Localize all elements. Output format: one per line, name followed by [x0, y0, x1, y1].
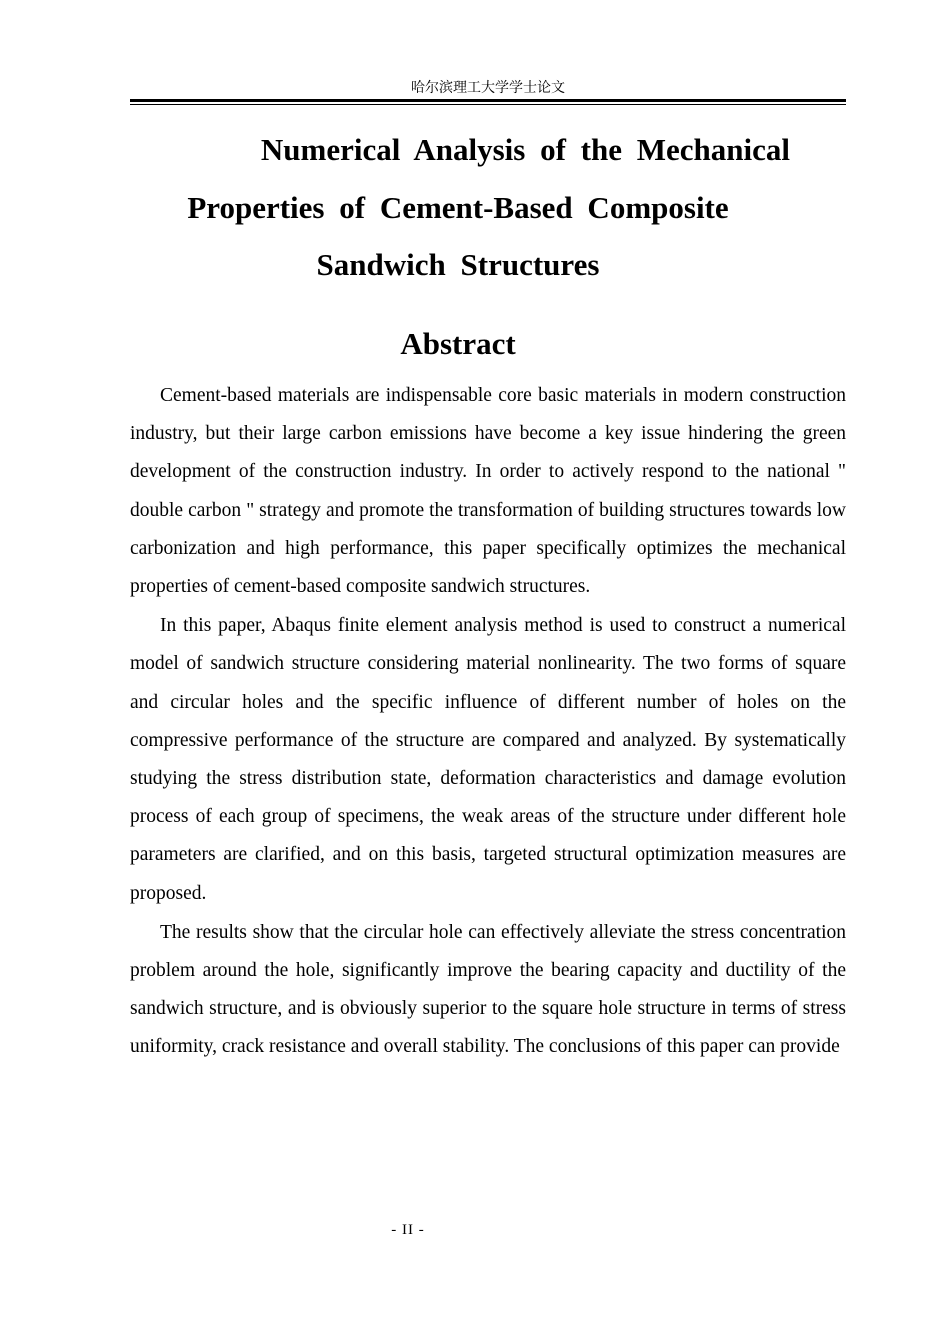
header-rule-thick — [130, 99, 846, 102]
paper-title-line-1: Numerical Analysis of the Mechanical — [260, 132, 790, 167]
abstract-body — [130, 377, 846, 1068]
abstract-heading: Abstract — [400, 326, 516, 361]
paper-title-line-3: Sandwich Structures — [316, 247, 600, 282]
running-header: 哈尔滨理工大学学士论文 — [411, 80, 565, 96]
abstract-paragraph-1: Cement-based materials are indispensable core basic materials in modern construction industry, but their large carbon emissions have become a key issue hindering the green development of the construction industry. In order to actively respond to the national " double carbon " strategy and promote the transformation of building structures towards low carbonization and high performance, this paper specifically optimizes the mechanical properties of cement-based composite sandwich structures. — [130, 385, 846, 598]
page-number: - II - — [391, 1222, 425, 1238]
paper-title-line-2: Properties of Cement-Based Composite — [187, 190, 729, 225]
abstract-paragraph-3: The results show that the circular hole can effectively alleviate the stress concentration problem around the hole, significantly improve the bearing capacity and ductility of the sandwich structure, and is obviously superior to the square hole structure in terms of stress uniformity, crack resistance and overall stability. The conclusions of this paper can provide — [130, 921, 846, 1058]
abstract-paragraph-2: In this paper, Abaqus finite element analysis method is used to construct a numerical model of sandwich structure considering material nonlinearity. The two forms of square and circular holes and the specific influence of different number of holes on the compressive performance of the structure are compared and analyzed. By systematically studying the stress distribution state, deformation characteristics and damage evolution process of each group of specimens, the weak areas of the structure under different hole parameters are clarified, and on this basis, targeted structural optimization measures are proposed. — [130, 615, 846, 904]
header-rule-thin — [130, 104, 846, 105]
